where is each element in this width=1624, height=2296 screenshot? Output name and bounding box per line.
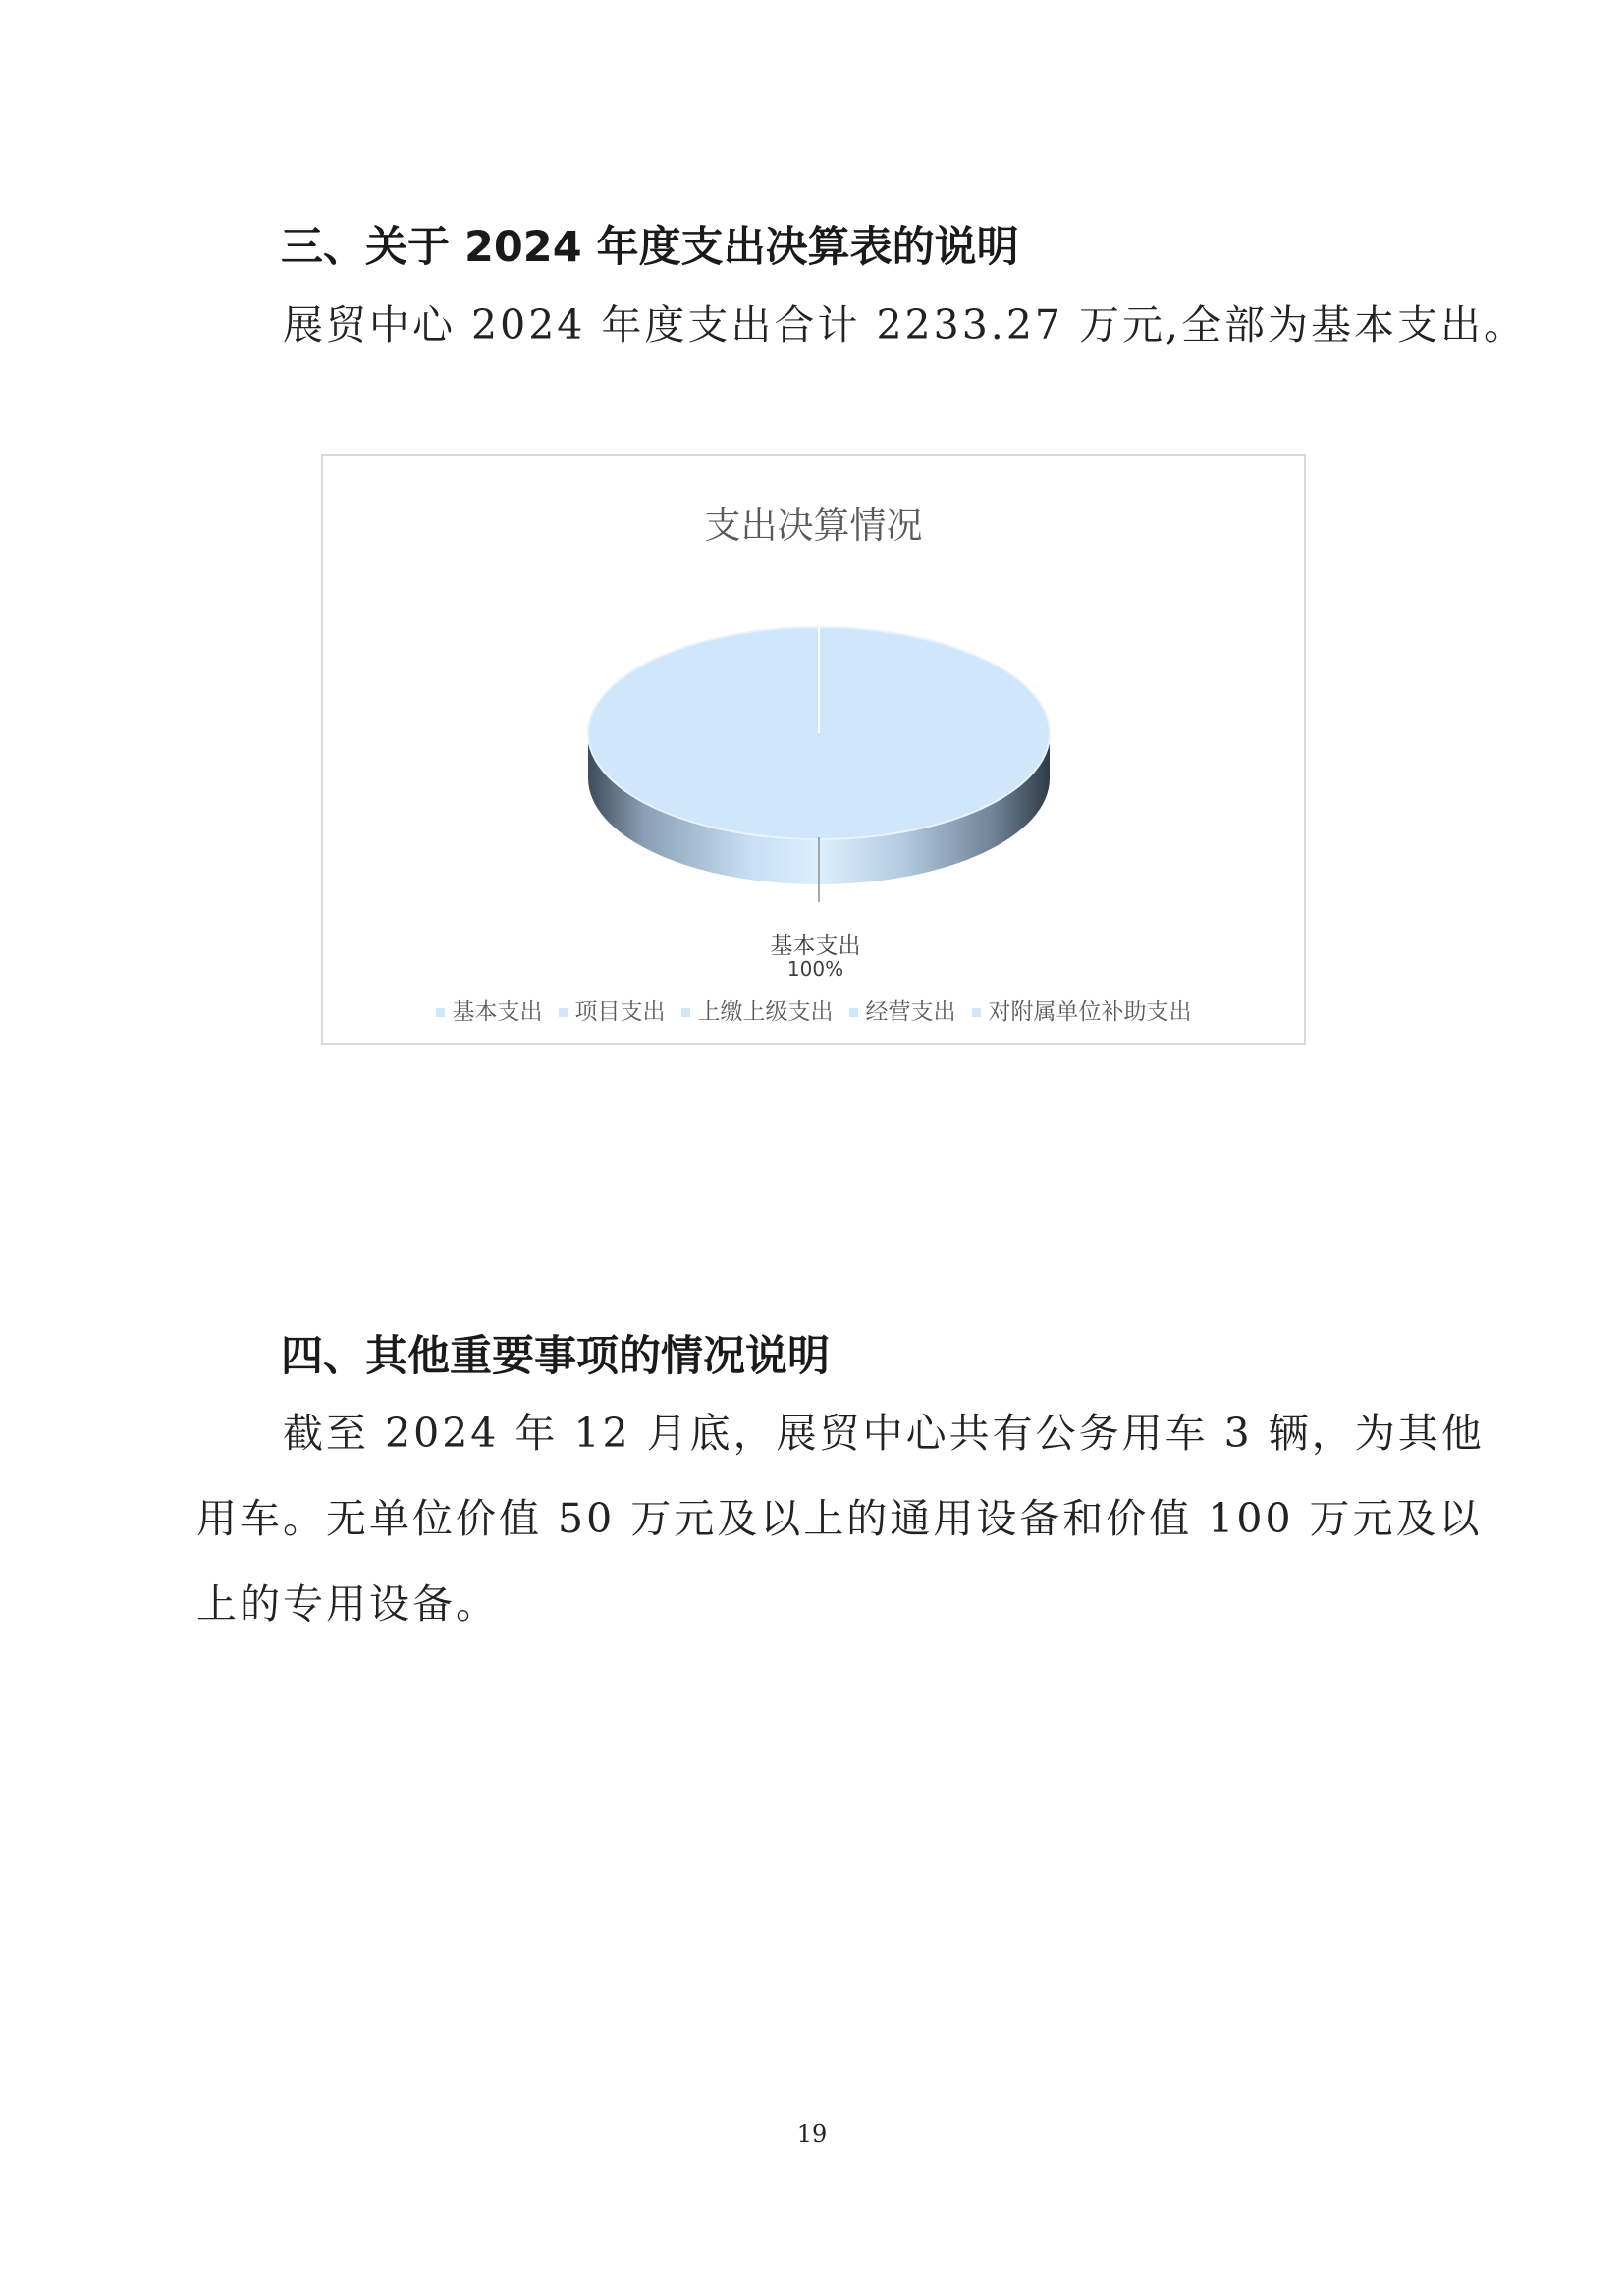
- legend-label: 经营支出: [865, 999, 956, 1025]
- section4-line-1: 截至 2024 年 12 月底，展贸中心共有公务用车 3 辆，为其他: [283, 1410, 1485, 1457]
- chart-legend: [323, 993, 1304, 1026]
- section4-heading: 四、其他重要事项的情况说明: [281, 1332, 830, 1381]
- chart-title: 支出决算情况: [704, 505, 923, 547]
- legend-item: [436, 993, 543, 1026]
- page-number: 19: [796, 2120, 828, 2148]
- legend-item: [972, 993, 1192, 1026]
- data-label-name: 基本支出: [770, 934, 861, 959]
- section3-paragraph: 展贸中心 2024 年度支出合计 2233.27 万元,全部为基本支出。: [283, 301, 1528, 348]
- legend-item: [849, 993, 956, 1026]
- legend-label: 项目支出: [574, 999, 666, 1025]
- legend-swatch: [436, 1008, 445, 1017]
- legend-label: 对附属单位补助支出: [988, 999, 1192, 1025]
- legend-swatch: [559, 1008, 568, 1017]
- expenditure-pie-chart: [321, 454, 1306, 1045]
- data-label-percent: 100%: [786, 957, 844, 981]
- legend-item: [681, 993, 834, 1026]
- legend-label: 上缴上级支出: [697, 999, 834, 1025]
- legend-swatch: [681, 1008, 690, 1017]
- legend-swatch: [849, 1008, 858, 1017]
- section4-line-3: 上的专用设备。: [196, 1580, 499, 1628]
- legend-item: [559, 993, 666, 1026]
- legend-label: 基本支出: [452, 999, 543, 1025]
- legend-swatch: [972, 1008, 981, 1017]
- section3-heading: 三、关于 2024 年度支出决算表的说明: [281, 223, 1019, 272]
- section4-line-2: 用车。无单位价值 50 万元及以上的通用设备和价值 100 万元及以: [196, 1495, 1483, 1542]
